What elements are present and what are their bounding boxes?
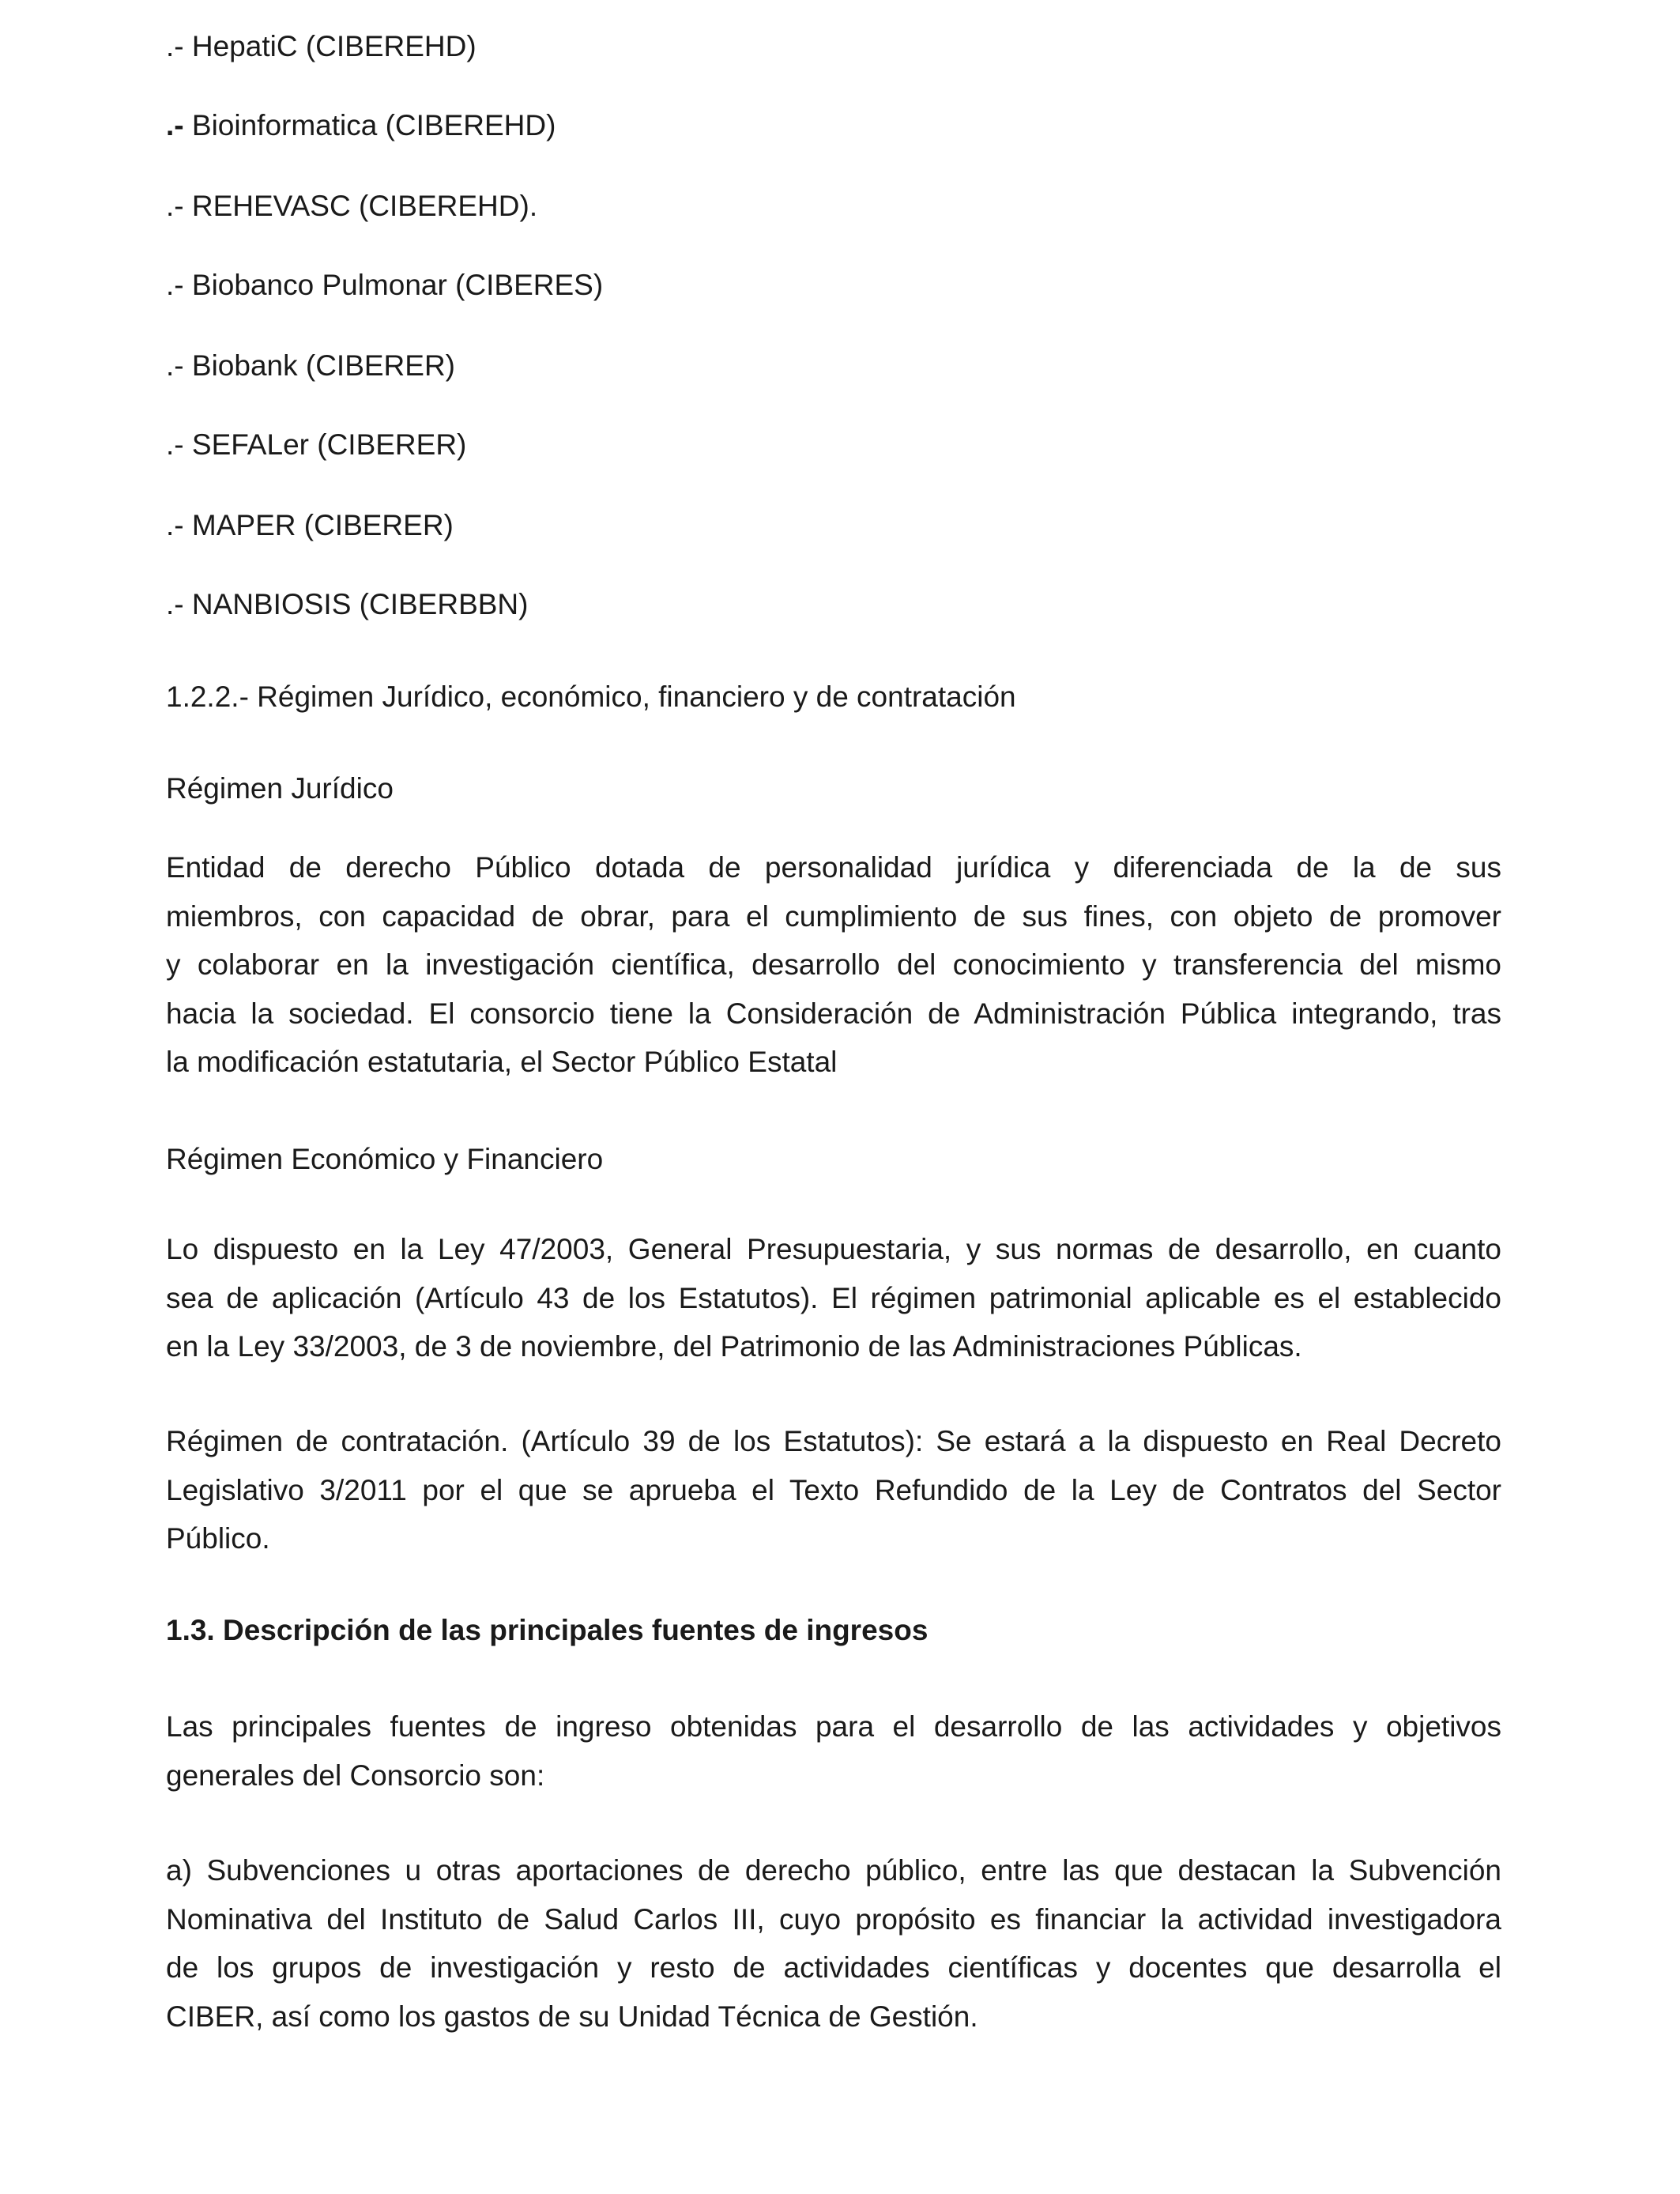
list-bullet: .- — [166, 509, 184, 541]
list-bullet: .- — [166, 190, 184, 222]
list-item-text: REHEVASC (CIBEREHD). — [183, 190, 538, 222]
list-item-text: NANBIOSIS (CIBERBBN) — [183, 588, 529, 620]
section-title-1-3: 1.3. Descripción de las principales fuentes de ingresos — [166, 1614, 929, 1646]
list-item-text: Biobank (CIBERER) — [183, 349, 455, 382]
list-item — [166, 346, 455, 386]
paragraph-line: Régimen de contratación. (Artículo 39 de los Estatutos): Se estará a la dispuesto en Real Decreto — [166, 1425, 1501, 1457]
section-title-1-2-2: 1.2.2.- Régimen Jurídico, económico, financiero y de contratación — [166, 680, 1016, 713]
paragraph-line: Público. — [166, 1522, 270, 1555]
paragraph-line: generales del Consorcio son: — [166, 1759, 545, 1792]
list-bullet: .- — [166, 588, 184, 620]
list-item — [166, 27, 477, 66]
paragraph-regimen-economico — [166, 1225, 1501, 1371]
paragraph-line: en la Ley 33/2003, de 3 de noviembre, del Patrimonio de las Administraciones Públicas. — [166, 1330, 1302, 1363]
list-item-text: SEFALer (CIBERER) — [183, 428, 467, 461]
list-item-text: Bioinformatica (CIBEREHD) — [183, 109, 556, 141]
paragraph-line: hacia la sociedad. El consorcio tiene la Consideración de Administración Pública integrando, tras — [166, 997, 1501, 1030]
list-bullet: .- — [166, 349, 184, 382]
list-item-text: Biobanco Pulmonar (CIBERES) — [183, 269, 604, 301]
list-bullet: .- — [166, 30, 184, 62]
paragraph-line: Lo dispuesto en la Ley 47/2003, General Presupuestaria, y sus normas de desarrollo, en cuanto — [166, 1233, 1501, 1265]
paragraph-line: a) Subvenciones u otras aportaciones de derecho público, entre las que destacan la Subvención — [166, 1854, 1501, 1887]
list-item-text: MAPER (CIBERER) — [183, 509, 454, 541]
paragraph-line: Entidad de derecho Público dotada de personalidad jurídica y diferenciada de la de sus — [166, 851, 1501, 884]
subheading-regimen-economico: Régimen Económico y Financiero — [166, 1143, 604, 1175]
list-bullet: .- — [166, 428, 184, 461]
list-bullet: .- — [166, 109, 184, 141]
paragraph-line: CIBER, así como los gastos de su Unidad Técnica de Gestión. — [166, 2000, 978, 2033]
paragraph-line: y colaborar en la investigación científica, desarrollo del conocimiento y transferencia del mismo — [166, 948, 1501, 981]
paragraph-line: Legislativo 3/2011 por el que se aprueba el Texto Refundido de la Ley de Contratos del Sector — [166, 1473, 1501, 1506]
list-bullet: .- — [166, 269, 184, 301]
paragraph-line: sea de aplicación (Artículo 43 de los Estatutos). El régimen patrimonial aplicable es el establecido — [166, 1281, 1501, 1314]
list-item — [166, 506, 454, 545]
list-item — [166, 187, 537, 226]
paragraph-line: de los grupos de investigación y resto de actividades científicas y docentes que desarrolla el — [166, 1951, 1501, 1984]
paragraph-line: la modificación estatutaria, el Sector Público Estatal — [166, 1046, 838, 1078]
paragraph-line: Nominativa del Instituto de Salud Carlos III, cuyo propósito es financiar la actividad investigadora — [166, 1902, 1501, 1936]
list-item — [166, 585, 528, 624]
list-item — [166, 106, 556, 145]
list-item-text: HepatiC (CIBEREHD) — [183, 30, 477, 62]
paragraph-line: Las principales fuentes de ingreso obtenidas para el desarrollo de las actividades y objetivos — [166, 1710, 1501, 1743]
paragraph-fuentes-intro — [166, 1702, 1501, 1800]
paragraph-item-a — [166, 1846, 1501, 2041]
list-item — [166, 266, 603, 305]
subheading-regimen-juridico: Régimen Jurídico — [166, 772, 394, 805]
paragraph-regimen-juridico — [166, 843, 1501, 1087]
list-item — [166, 425, 466, 465]
paragraph-line: miembros, con capacidad de obrar, para el cumplimiento de sus fines, con objeto de promover — [166, 899, 1501, 933]
paragraph-regimen-contratacion — [166, 1417, 1501, 1563]
